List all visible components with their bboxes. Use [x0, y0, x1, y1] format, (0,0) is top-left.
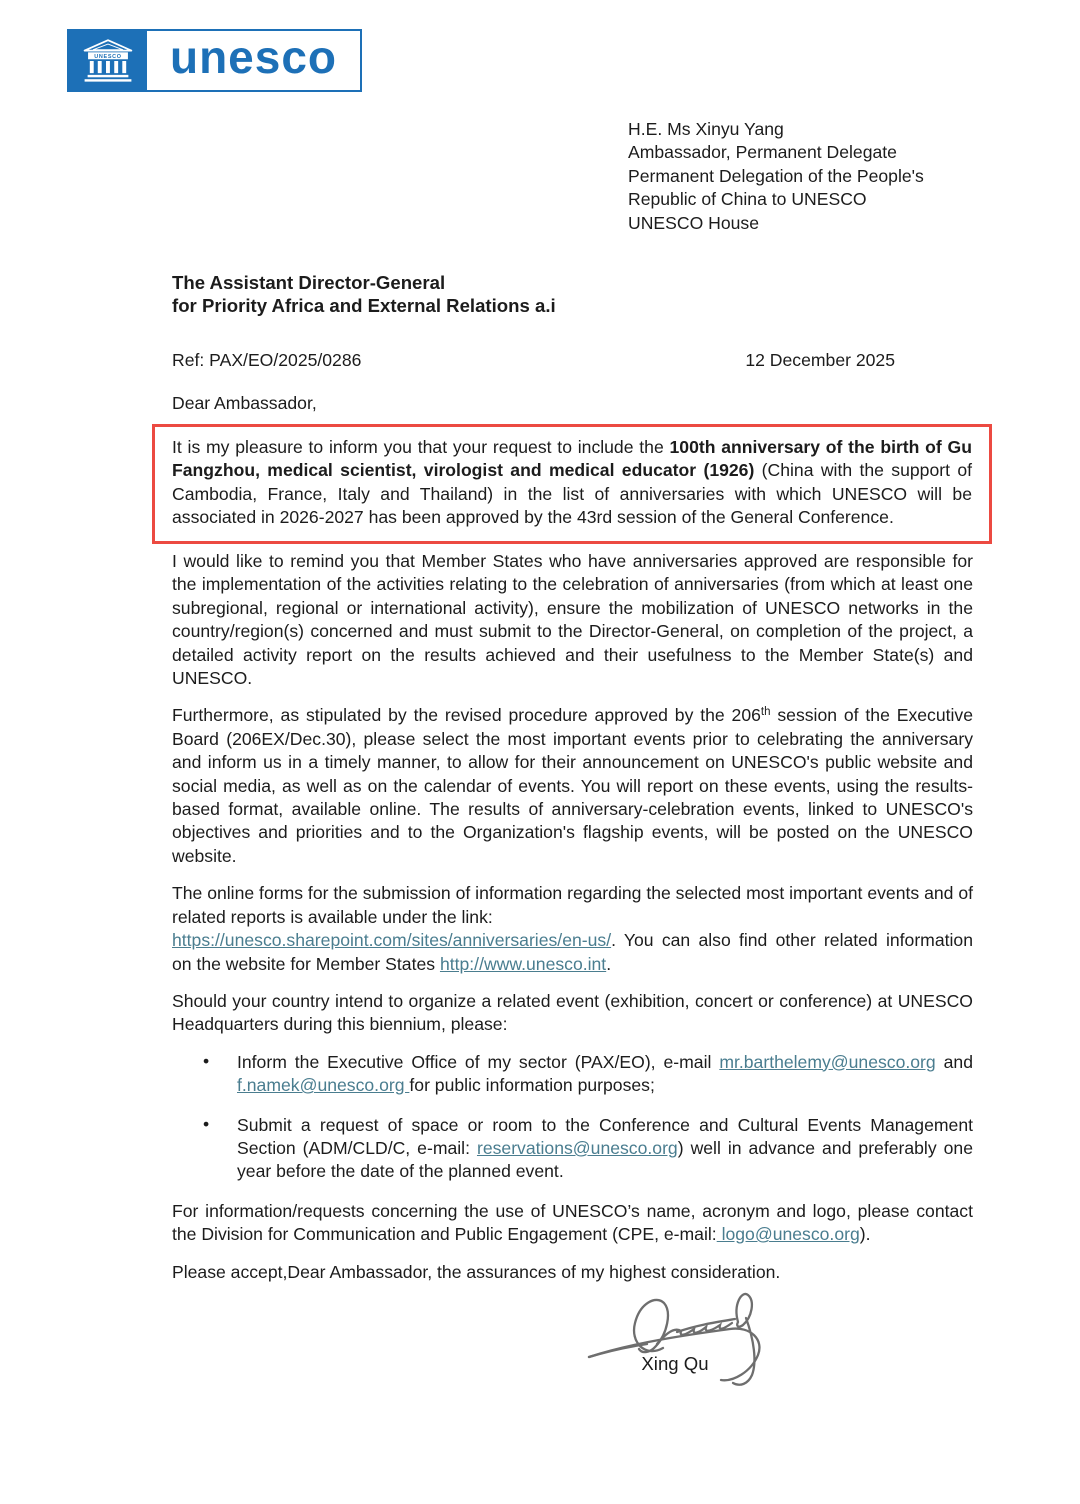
signature-block: [575, 1282, 805, 1404]
hyperlink[interactable]: http://www.unesco.int: [439, 953, 607, 974]
recipient-line: Permanent Delegation of the People's: [628, 165, 924, 186]
recipient-line: H.E. Ms Xinyu Yang: [628, 119, 784, 139]
recipient-line: UNESCO House: [628, 212, 760, 233]
sender-title-line: for Priority Africa and External Relations a.i: [172, 295, 556, 317]
hyperlink[interactable]: mr.barthelemy@unesco.org: [719, 1051, 936, 1072]
unesco-wordmark: unesco: [169, 30, 338, 83]
sender-title: [172, 271, 556, 318]
emblem-text: UNESCO: [94, 53, 122, 60]
hyperlink[interactable]: reservations@unesco.org: [476, 1137, 678, 1158]
paragraph-online-forms: The online forms for the submission of information regarding the selected most important events and of related reports is available under the link: https://unesco.sharepoint.com/sites/anniversaries/en-us/. You can also find other related information on the website for Member States http://www.unesco.int.: [172, 883, 973, 974]
reference-row: [172, 349, 975, 372]
salutation: Dear Ambassador,: [172, 393, 317, 413]
unesco-logo: [67, 29, 362, 92]
hyperlink[interactable]: logo@unesco.org: [716, 1224, 860, 1245]
bullet-item: [172, 1051, 973, 1098]
bullet-item-text: Submit a request of space or room to the Conference and Cultural Events Management Section (ADM/CLD/C, e-mail: reservations@unesco.org) well in advance and preferably one year before the date of the planned event.: [237, 1114, 973, 1182]
hyperlink[interactable]: f.namek@unesco.org: [237, 1075, 410, 1096]
bullet-icon: •: [203, 1113, 210, 1134]
sender-title-line: The Assistant Director-General: [172, 272, 446, 293]
reference-number: Ref: PAX/EO/2025/0286: [172, 350, 362, 370]
recipient-address: [628, 118, 924, 235]
bullet-list: [172, 1051, 973, 1184]
recipient-line: Republic of China to UNESCO: [628, 189, 867, 210]
superscript: th: [760, 706, 771, 719]
bullet-item-text: Inform the Executive Office of my sector (PAX/EO), e-mail mr.barthelemy@unesco.org and f.namek@unesco.org for public information purposes;: [237, 1051, 973, 1096]
paragraph-responsibility: I would like to remind you that Member States who have anniversaries approved are responsible for the implementation of the activities relating to the celebration of anniversaries (from which at least one subregional, regional or international activity), ensure the mobilization of UNESCO networks in the country/region(s) concerned and must submit to the Director-General, on completion of the project, a detailed activity report on the results achieved and their usefulness to the Member State(s) and UNESCO.: [172, 551, 973, 689]
paragraph-logo-use: For information/requests concerning the use of UNESCO’s name, acronym and logo, please contact the Division for Communication and Public Engagement (CPE, e-mail: logo@unesco.org).: [172, 1200, 973, 1245]
letter-date: 12 December 2025: [745, 350, 895, 370]
closing-line: Please accept,Dear Ambassador, the assurances of my highest consideration.: [172, 1261, 781, 1282]
bullet-icon: •: [203, 1050, 210, 1071]
bullet-item: [172, 1114, 973, 1184]
highlighted-approval-paragraph: It is my pleasure to inform you that your request to include the 100th anniversary of the birth of Gu Fangzhou, medical scientist, virologist and medical educator (1926) (China with the support of Cambodia, France, Italy and Thailand) in the list of anniversaries with which UNESCO will be associated in 2026-2027 has been approved by the 43rd session of the General Conference.: [152, 424, 992, 544]
hyperlink[interactable]: https://unesco.sharepoint.com/sites/anniversaries/en-us/: [172, 930, 612, 951]
signatory-name: Xing Qu: [641, 1353, 709, 1374]
unesco-temple-icon: [69, 31, 147, 90]
paragraph-organize-event: Should your country intend to organize a related event (exhibition, concert or conference) at UNESCO Headquarters during this biennium, please:: [172, 990, 973, 1035]
paragraph-procedure: Furthermore, as stipulated by the revised procedure approved by the 206th session of the Executive Board (206EX/Dec.30), please select the most important events prior to celebrating the anniversary and inform us in a timely manner, to allow for their announcement on UNESCO's public website and social media, as well as on the calendar of events. You will report on these events, using the results-based format, available online. The results of anniversary-celebration events, linked to UNESCO's objectives and priorities and to the Organization's flagship events, will be posted on the UNESCO website.: [172, 705, 973, 866]
handwritten-signature: [575, 1282, 805, 1404]
letter-body: [172, 550, 973, 1298]
recipient-line: Ambassador, Permanent Delegate: [628, 142, 897, 163]
